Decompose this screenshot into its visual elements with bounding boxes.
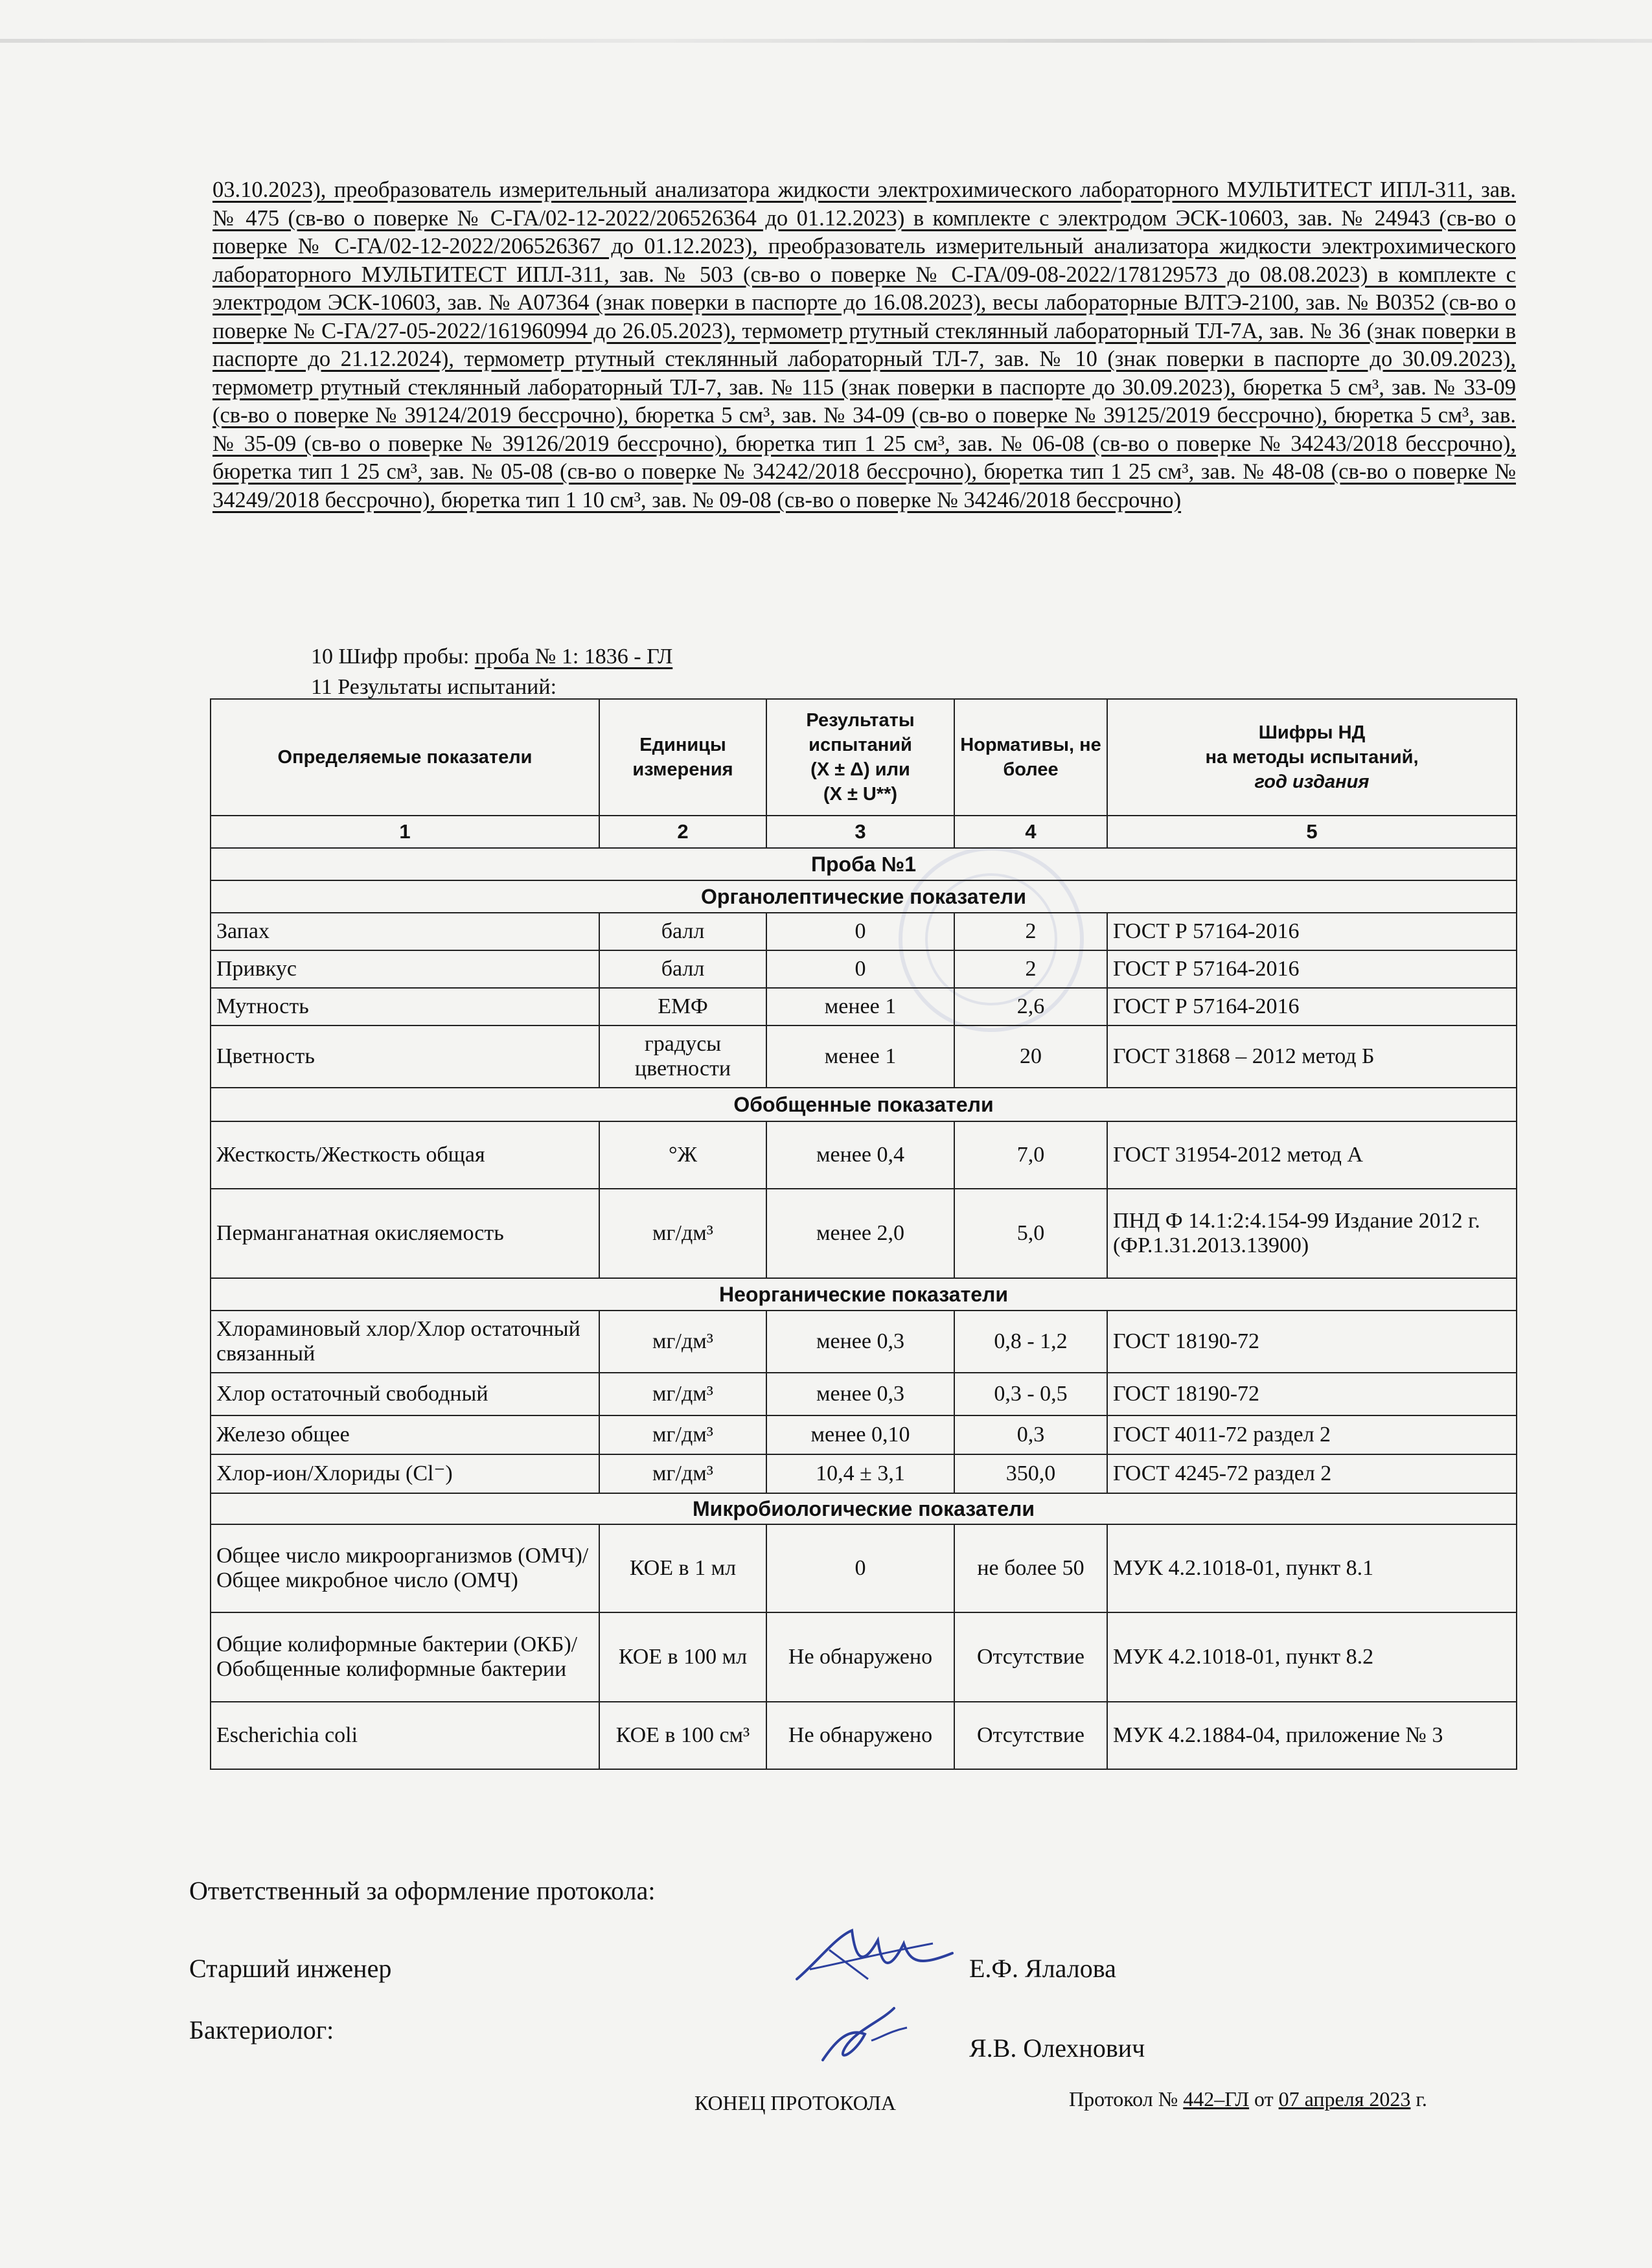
result: 0 <box>766 950 954 988</box>
method: МУК 4.2.1018-01, пункт 8.2 <box>1107 1612 1517 1702</box>
table-row <box>211 913 1517 950</box>
indicator-name: Хлор-ион/Хлориды (Cl⁻) <box>211 1454 599 1493</box>
method: ГОСТ Р 57164-2016 <box>1107 950 1517 988</box>
norm: 5,0 <box>954 1189 1107 1278</box>
method: ГОСТ 31954-2012 метод А <box>1107 1121 1517 1189</box>
table-row <box>211 988 1517 1025</box>
table-row <box>211 1524 1517 1612</box>
header-results-line1: Результаты испытаний <box>806 710 915 755</box>
result: менее 1 <box>766 1025 954 1088</box>
result: менее 0,4 <box>766 1121 954 1189</box>
method: ГОСТ 4011-72 раздел 2 <box>1107 1415 1517 1454</box>
norm: 0,3 - 0,5 <box>954 1373 1107 1415</box>
unit: ЕМФ <box>599 988 766 1025</box>
section-row <box>211 880 1517 913</box>
indicator-name: Перманганатная окисляемость <box>211 1189 599 1278</box>
header-units: Единицы измерения <box>599 699 766 816</box>
section-generalized: Обобщенные показатели <box>211 1088 1517 1121</box>
method: МУК 4.2.1884-04, приложение № 3 <box>1107 1702 1517 1769</box>
section-inorganic: Неорганические показатели <box>211 1278 1517 1311</box>
method: ГОСТ 31868 – 2012 метод Б <box>1107 1025 1517 1088</box>
norm: 0,8 - 1,2 <box>954 1311 1107 1373</box>
unit: мг/дм³ <box>599 1415 766 1454</box>
method: ГОСТ 18190-72 <box>1107 1311 1517 1373</box>
sample-code-value: проба № 1: 1836 - ГЛ <box>474 645 673 669</box>
result: 0 <box>766 1524 954 1612</box>
table-row <box>211 1415 1517 1454</box>
table-header-row <box>211 699 1517 816</box>
indicator-name: Запах <box>211 913 599 950</box>
norm: 0,3 <box>954 1415 1107 1454</box>
table-row <box>211 1612 1517 1702</box>
method: ГОСТ 4245-72 раздел 2 <box>1107 1454 1517 1493</box>
result: менее 0,3 <box>766 1373 954 1415</box>
header-indicators: Определяемые показатели <box>211 699 599 816</box>
result: менее 0,3 <box>766 1311 954 1373</box>
method: МУК 4.2.1018-01, пункт 8.1 <box>1107 1524 1517 1612</box>
header-results <box>766 699 954 816</box>
table-row <box>211 1454 1517 1493</box>
header-methods-line1: Шифры НД <box>1258 722 1366 743</box>
unit: КОЕ в 1 мл <box>599 1524 766 1612</box>
unit: КОЕ в 100 мл <box>599 1612 766 1702</box>
table-row <box>211 1121 1517 1189</box>
indicator-name: Escherichia coli <box>211 1702 599 1769</box>
header-results-line2: (X ± Δ) или <box>810 759 910 780</box>
protocol-mid: от <box>1249 2087 1279 2111</box>
result: 10,4 ± 3,1 <box>766 1454 954 1493</box>
table-row <box>211 1189 1517 1278</box>
signature-bacteriologist <box>810 2002 926 2073</box>
table-row <box>211 1311 1517 1373</box>
protocol-prefix: Протокол № <box>1069 2087 1184 2111</box>
unit: °Ж <box>599 1121 766 1189</box>
norm: 2 <box>954 950 1107 988</box>
unit: мг/дм³ <box>599 1454 766 1493</box>
indicator-name: Железо общее <box>211 1415 599 1454</box>
protocol-suffix: г. <box>1410 2087 1427 2111</box>
sample-row <box>211 848 1517 880</box>
unit: балл <box>599 950 766 988</box>
unit: мг/дм³ <box>599 1373 766 1415</box>
indicator-name: Хлор остаточный свободный <box>211 1373 599 1415</box>
unit: КОЕ в 100 см³ <box>599 1702 766 1769</box>
sample-title: Проба №1 <box>211 848 1517 880</box>
section-row <box>211 1088 1517 1121</box>
method: ГОСТ Р 57164-2016 <box>1107 913 1517 950</box>
norm: 2,6 <box>954 988 1107 1025</box>
responsible-label: Ответственный за оформление протокола: <box>189 1876 656 1905</box>
norm: не более 50 <box>954 1524 1107 1612</box>
header-methods-line3: год издания <box>1254 772 1370 792</box>
indicator-name: Привкус <box>211 950 599 988</box>
header-results-line3: (X ± U**) <box>823 784 898 805</box>
table-row <box>211 1373 1517 1415</box>
senior-engineer-label: Старший инженер <box>189 1954 392 1983</box>
col-number: 2 <box>599 816 766 848</box>
results-table <box>210 698 1517 1770</box>
section-row <box>211 1493 1517 1524</box>
protocol-reference <box>1069 2087 1427 2111</box>
method: ГОСТ 18190-72 <box>1107 1373 1517 1415</box>
col-number: 5 <box>1107 816 1517 848</box>
bacteriologist-label: Бактериолог: <box>189 2015 334 2045</box>
results-label: 11 Результаты испытаний: <box>311 675 557 699</box>
result: менее 0,10 <box>766 1415 954 1454</box>
protocol-date: 07 апреля 2023 <box>1278 2087 1411 2111</box>
sample-code-line <box>311 645 672 669</box>
header-methods <box>1107 699 1517 816</box>
col-number: 4 <box>954 816 1107 848</box>
norm: 20 <box>954 1025 1107 1088</box>
indicator-name: Общие колиформные бактерии (ОКБ)/Обобщенные колиформные бактерии <box>211 1612 599 1702</box>
indicator-name: Жесткость/Жесткость общая <box>211 1121 599 1189</box>
unit: мг/дм³ <box>599 1189 766 1278</box>
protocol-number: 442–ГЛ <box>1183 2087 1250 2111</box>
scan-edge <box>0 39 1652 43</box>
signature-senior-engineer <box>790 1918 959 1995</box>
col-number: 3 <box>766 816 954 848</box>
method: ПНД Ф 14.1:2:4.154-99 Издание 2012 г. (ФР.1.31.2013.13900) <box>1107 1189 1517 1278</box>
senior-engineer-name: Е.Ф. Ялалова <box>969 1954 1116 1983</box>
result: 0 <box>766 913 954 950</box>
table-row <box>211 1025 1517 1088</box>
sample-code-label: 10 Шифр пробы: <box>311 645 475 669</box>
result: менее 1 <box>766 988 954 1025</box>
norm: 350,0 <box>954 1454 1107 1493</box>
norm: Отсутствие <box>954 1612 1107 1702</box>
table-row <box>211 1702 1517 1769</box>
col-number: 1 <box>211 816 599 848</box>
bacteriologist-name: Я.В. Олехнович <box>969 2033 1145 2063</box>
method: ГОСТ Р 57164-2016 <box>1107 988 1517 1025</box>
column-number-row <box>211 816 1517 848</box>
section-row <box>211 1278 1517 1311</box>
result: менее 2,0 <box>766 1189 954 1278</box>
end-of-protocol: КОНЕЦ ПРОТОКОЛА <box>694 2091 896 2114</box>
table-row <box>211 950 1517 988</box>
norm: 7,0 <box>954 1121 1107 1189</box>
header-methods-line2: на методы испытаний, <box>1205 747 1419 768</box>
section-organoleptic: Органолептические показатели <box>211 880 1517 913</box>
result: Не обнаружено <box>766 1612 954 1702</box>
section-microbio: Микробиологические показатели <box>211 1493 1517 1524</box>
norm: Отсутствие <box>954 1702 1107 1769</box>
unit: мг/дм³ <box>599 1311 766 1373</box>
unit: балл <box>599 913 766 950</box>
indicator-name: Общее число микроорганизмов (ОМЧ)/Общее микробное число (ОМЧ) <box>211 1524 599 1612</box>
indicator-name: Мутность <box>211 988 599 1025</box>
result: Не обнаружено <box>766 1702 954 1769</box>
unit: градусы цветности <box>599 1025 766 1088</box>
norm: 2 <box>954 913 1107 950</box>
equipment-list-paragraph: 03.10.2023), преобразователь измерительный анализатора жидкости электрохимического лабораторного МУЛЬТИТЕСТ ИПЛ-311, зав. № 475 (св-во о поверке № С-ГА/02-12-2022/206526364 до 01.12.2023) в комплекте с электродом ЭСК-10603, зав. № 24943 (св-во о поверке № С-ГА/02-12-2022/206526367 до 01.12.2023), преобразователь измерительный анализатора жидкости электрохимического лабораторного МУЛЬТИТЕСТ ИПЛ-311, зав. № 503 (св-во о поверке № С-ГА/09-08-2022/178129573 до 08.08.2023) в комплекте с электродом ЭСК-10603, зав. № А07364 (знак поверки в паспорте до 16.08.2023), весы лабораторные ВЛТЭ-2100, зав. № В0352 (св-во о поверке № С-ГА/27-05-2022/161960994 до 26.05.2023), термометр ртутный стеклянный лабораторный ТЛ-7А, зав. № 36 (знак поверки в паспорте до 21.12.2024), термометр ртутный стеклянный лабораторный ТЛ-7, зав. № 10 (знак поверки в паспорте до 30.09.2023), термометр ртутный стеклянный лабораторный ТЛ-7, зав. № 115 (знак поверки в паспорте до 30.09.2023), бюретка 5 см³, зав. № 33-09 (св-во о поверке № 39124/2019 бессрочно), бюретка 5 см³, зав. № 34-09 (св-во о поверке № 39125/2019 бессрочно), бюретка 5 см³, зав. № 35-09 (св-во о поверке № 39126/2019 бессрочно), бюретка тип 1 25 см³, зав. № 06-08 (св-во о поверке № 34243/2018 бессрочно), бюретка тип 1 25 см³, зав. № 05-08 (св-во о поверке № 34242/2018 бессрочно), бюретка тип 1 25 см³, зав. № 48-08 (св-во о поверке № 34249/2018 бессрочно), бюретка тип 1 10 см³, зав. № 09-08 (св-во о поверке № 34246/2018 бессрочно) <box>212 178 1516 512</box>
header-norms: Нормативы, не более <box>954 699 1107 816</box>
indicator-name: Цветность <box>211 1025 599 1088</box>
indicator-name: Хлораминовый хлор/Хлор остаточный связанный <box>211 1311 599 1373</box>
